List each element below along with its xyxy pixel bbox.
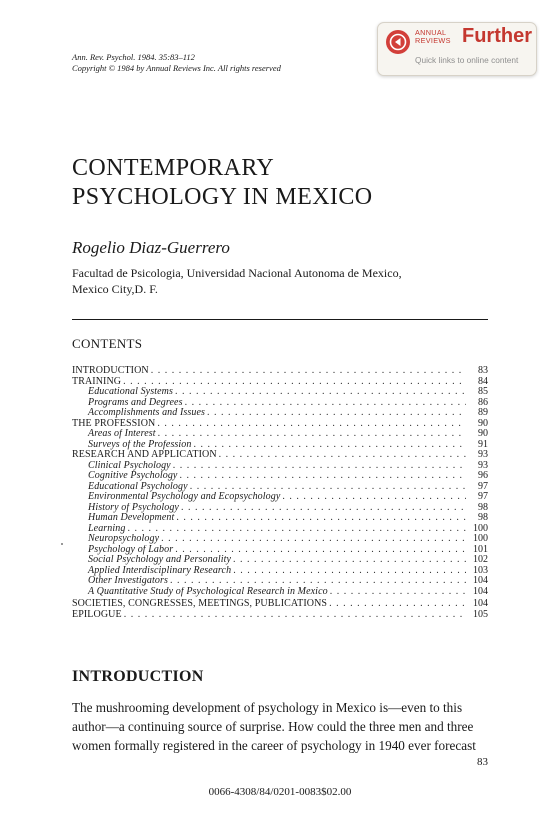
title-line: PSYCHOLOGY IN MEXICO (72, 184, 373, 210)
further-links-badge[interactable] (377, 22, 537, 76)
paragraph-line: women formally registered in the career of psychology in 1940 ever forecast (72, 738, 476, 753)
toc-entry-page: 89 (478, 408, 488, 418)
toc-dot-leader (122, 610, 466, 621)
paragraph-line: The mushrooming development of psychology in Mexico is—even to this (72, 700, 463, 715)
toc-entry[interactable] (72, 429, 488, 440)
toc-entry-page: 100 (473, 523, 488, 534)
toc-entry-label: Other Investigators (88, 576, 168, 586)
toc-dot-leader (183, 398, 466, 409)
toc-entry-label: Accomplishments and Issues (88, 408, 206, 418)
toc-entry-label: INTRODUCTION (72, 366, 149, 376)
table-of-contents (72, 366, 488, 620)
toc-entry-label: Areas of Interest (88, 429, 156, 439)
toc-dot-leader (327, 599, 466, 610)
toc-entry-page: 90 (478, 418, 488, 429)
toc-dot-leader (205, 408, 466, 419)
toc-dot-leader (155, 419, 466, 430)
toc-entry-label: Environmental Psychology and Ecopsychology (88, 492, 281, 502)
badge-org-line: ANNUAL (415, 28, 447, 37)
toc-dot-leader (173, 545, 466, 556)
toc-entry-label: RESEARCH AND APPLICATION (72, 450, 217, 460)
toc-dot-leader (174, 513, 466, 524)
toc-dot-leader (171, 461, 466, 472)
toc-dot-leader (156, 429, 466, 440)
toc-entry-label: Psychology of Labor (88, 544, 174, 555)
toc-dot-leader (168, 576, 466, 587)
toc-entry-page: 90 (478, 429, 488, 439)
toc-entry-page: 93 (478, 460, 488, 471)
toc-entry-label: A Quantitative Study of Psychological Research in Mexico (88, 586, 328, 597)
toc-entry-page: 104 (473, 599, 488, 609)
article-code: 0066-4308/84/0201-0083$02.00 (208, 786, 352, 798)
toc-entry-page: 85 (478, 387, 488, 397)
toc-entry-page: 96 (478, 471, 488, 481)
toc-entry-page: 100 (473, 534, 488, 544)
toc-entry[interactable] (72, 555, 488, 566)
toc-dot-leader (125, 524, 466, 535)
toc-entry-label: Learning (88, 523, 126, 534)
toc-entry[interactable] (72, 534, 488, 545)
toc-dot-leader (328, 587, 466, 598)
toc-entry[interactable] (72, 461, 488, 472)
article-title (72, 154, 372, 212)
toc-entry[interactable] (72, 587, 488, 598)
toc-entry-page: 83 (478, 366, 488, 376)
toc-entry[interactable] (72, 524, 488, 535)
toc-entry-page: 91 (478, 439, 488, 450)
introduction-heading: INTRODUCTION (72, 668, 204, 685)
toc-entry-page: 101 (473, 544, 488, 555)
toc-entry-page: 93 (478, 450, 488, 460)
toc-entry[interactable] (72, 408, 488, 419)
toc-entry[interactable] (72, 482, 488, 493)
toc-entry[interactable] (72, 513, 488, 524)
toc-entry[interactable] (72, 503, 488, 514)
toc-entry-page: 86 (478, 397, 488, 408)
toc-entry-label: Clinical Psychology (88, 460, 171, 471)
toc-entry[interactable] (72, 398, 488, 409)
toc-dot-leader (280, 492, 466, 503)
toc-entry-page: 97 (478, 492, 488, 502)
toc-entry-label: SOCIETIES, CONGRESSES, MEETINGS, PUBLICATIONS (72, 599, 328, 609)
toc-dot-leader (188, 482, 466, 493)
toc-entry-label: Educational Psychology (88, 481, 188, 492)
section-divider (72, 319, 488, 320)
badge-subtitle: Quick links to online content (415, 55, 519, 65)
toc-entry-page: 104 (473, 576, 488, 586)
author-name: Rogelio Diaz-Guerrero (72, 238, 230, 257)
page-number: 83 (477, 756, 488, 768)
contents-heading: CONTENTS (72, 336, 143, 351)
introduction-paragraph (72, 698, 488, 755)
toc-entry[interactable] (72, 450, 488, 461)
toc-entry-page: 98 (478, 502, 488, 513)
toc-entry[interactable] (72, 366, 488, 377)
toc-dot-leader (149, 366, 466, 377)
affiliation-line: Facultad de Psicologia, Universidad Nacional Autonoma de Mexico, (72, 266, 402, 280)
toc-entry[interactable] (72, 387, 488, 398)
toc-entry[interactable] (72, 419, 488, 430)
toc-entry-page: 97 (478, 481, 488, 492)
toc-entry-label: Programs and Degrees (88, 397, 183, 408)
toc-dot-leader (217, 450, 466, 461)
margin-mark (61, 543, 63, 545)
toc-entry-label: Cognitive Psychology (88, 471, 178, 481)
toc-entry-label: Educational Systems (88, 387, 173, 397)
title-line: CONTEMPORARY (72, 155, 275, 181)
toc-entry-page: 103 (473, 565, 488, 576)
citation-line: Ann. Rev. Psychol. 1984. 35:83–112 (72, 52, 195, 62)
toc-entry-label: EPILOGUE (72, 609, 122, 620)
toc-dot-leader (192, 440, 466, 451)
annual-reviews-logo-icon (386, 30, 410, 54)
copyright-line: Copyright © 1984 by Annual Reviews Inc. All rights reserved (72, 63, 281, 73)
toc-dot-leader (231, 566, 466, 577)
toc-entry-label: Human Development (88, 513, 175, 523)
toc-entry[interactable] (72, 440, 488, 451)
journal-citation (72, 52, 281, 74)
toc-entry[interactable] (72, 566, 488, 577)
toc-entry-label: Social Psychology and Personality (88, 555, 231, 565)
toc-entry[interactable] (72, 576, 488, 587)
author-affiliation (72, 265, 402, 297)
toc-entry-label: Neuropsychology (88, 534, 160, 544)
toc-entry-page: 102 (473, 555, 488, 565)
toc-entry-page: 98 (478, 513, 488, 523)
toc-dot-leader (179, 503, 466, 514)
toc-dot-leader (231, 555, 466, 566)
paragraph-line: author—a continuing source of surprise. How could the three men and three (72, 719, 474, 734)
toc-dot-leader (121, 377, 466, 388)
toc-entry[interactable] (72, 492, 488, 503)
toc-entry-page: 104 (473, 586, 488, 597)
badge-title: Further (462, 25, 532, 47)
toc-entry-page: 84 (478, 376, 488, 387)
toc-entry[interactable] (72, 610, 488, 621)
toc-entry[interactable] (72, 377, 488, 388)
toc-dot-leader (177, 471, 466, 482)
toc-entry-page: 105 (473, 609, 488, 620)
toc-entry-label: TRAINING (72, 376, 122, 387)
toc-entry[interactable] (72, 599, 488, 610)
toc-dot-leader (159, 534, 466, 545)
toc-entry-label: THE PROFESSION (72, 418, 156, 429)
toc-entry-label: Surveys of the Profession (88, 439, 192, 450)
affiliation-line: Mexico City,D. F. (72, 282, 158, 296)
toc-entry-label: Applied Interdisciplinary Research (88, 565, 232, 576)
toc-entry[interactable] (72, 471, 488, 482)
toc-entry[interactable] (72, 545, 488, 556)
badge-org-line: REVIEWS (415, 36, 451, 46)
badge-org-name (415, 29, 451, 46)
toc-dot-leader (173, 387, 466, 398)
toc-entry-label: History of Psychology (88, 502, 179, 513)
